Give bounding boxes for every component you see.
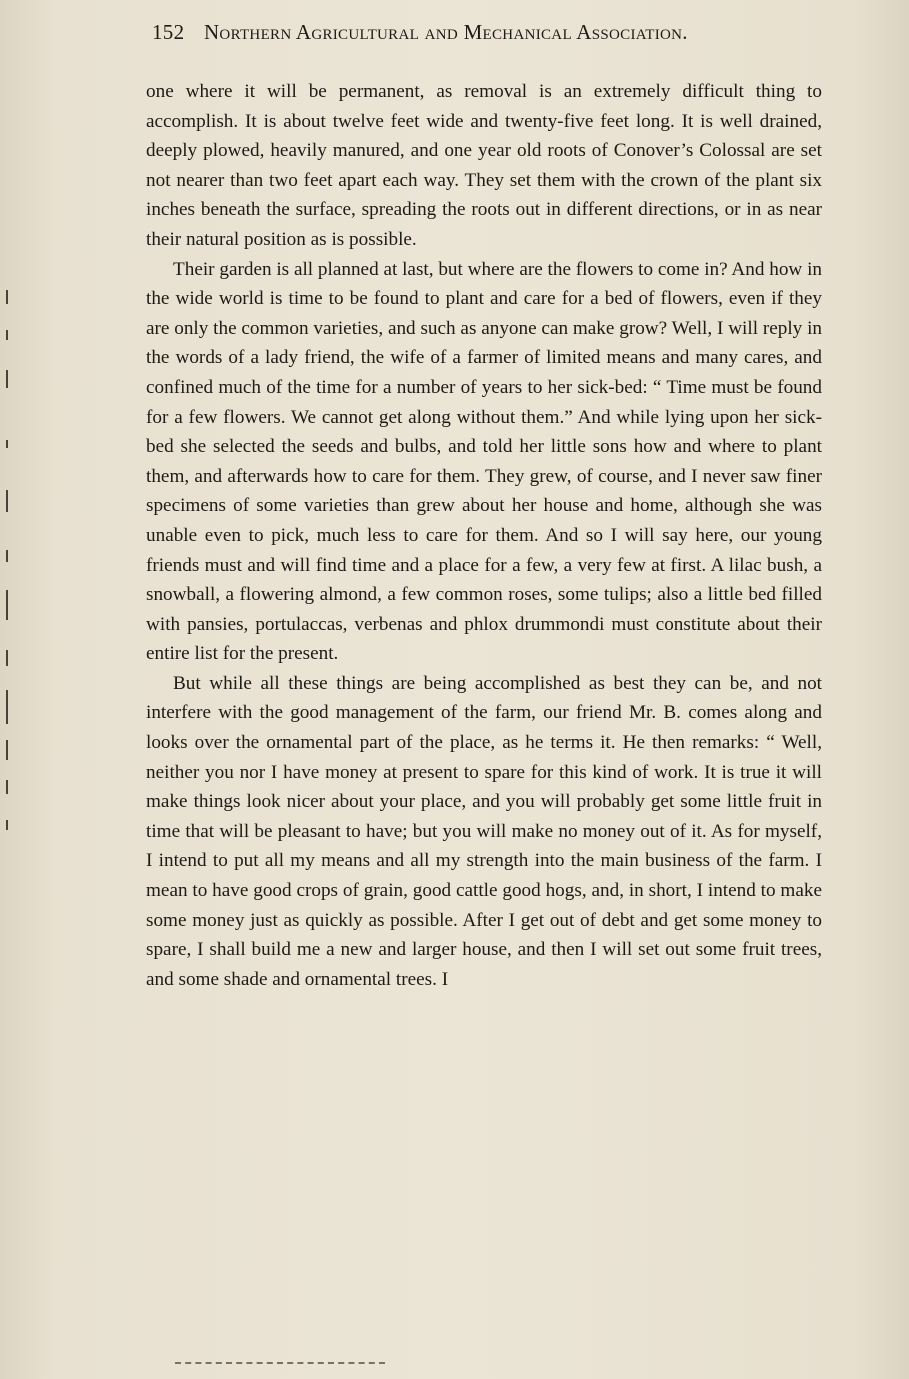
footer-rule [175, 1362, 385, 1364]
body-text [146, 77, 822, 994]
paragraph: But while all these things are being accomplished as best they can be, and not interfere with the good management of the farm, our friend Mr. B. comes along and looks over the ornamental part of the place, as he terms it. He then remarks: “ Well, neither you nor I have money at present to spare for this kind of work. It is true it will make things look nicer about your place, and you will probably get some little fruit in time that will be pleasant to have; but you will make no money out of it. As for myself, I intend to put all my means and all my strength into the main business of the farm. I mean to have good crops of grain, good cattle good hogs, and, in short, I intend to make some money just as quickly as possible. After I get out of debt and get some money to spare, I shall build me a new and larger house, and then I will set out some fruit trees, and some shade and ornamental trees. I [146, 672, 822, 990]
page-number: 152 [152, 20, 185, 44]
binding-margin-marks [4, 290, 14, 850]
paragraph: one where it will be permanent, as removal is an extremely difficult thing to accomplish. It is about twelve feet wide and twenty-five feet long. It is well drained, deeply plowed, heavily manured, and one year old roots of Conover’s Colossal are set not nearer than two feet apart each way. They set them with the crown of the plant six inches beneath the surface, spreading the roots out in different directions, or in as near their natural position as is possible. [146, 81, 822, 250]
page-header [152, 20, 812, 45]
paragraph: Their garden is all planned at last, but where are the flowers to come in? And how in the wide world is time to be found to plant and care for a bed of flowers, even if they are only the common varieties, and such as anyone can make grow? Well, I will reply in the words of a lady friend, the wife of a farmer of limited means and many cares, and confined much of the time for a number of years to her sick-bed: “ Time must be found for a few flowers. We cannot get along without them.” And while lying upon her sick-bed she selected the seeds and bulbs, and told her little sons how and where to plant them, and afterwards how to care for them. They grew, of course, and I never saw finer specimens of some varieties than grew about her house and home, although she was unable even to pick, much less to care for them. And so I will say here, our young friends must and will find time and a place for a few, a very few at first. A lilac bush, a snowball, a flowering almond, a few common roses, some tulips; also a little bed filled with pansies, portulaccas, verbenas and phlox drummondi must constitute about their entire list for the present. [146, 258, 822, 665]
running-title: Northern Agricultural and Mechanical Association. [203, 20, 688, 44]
